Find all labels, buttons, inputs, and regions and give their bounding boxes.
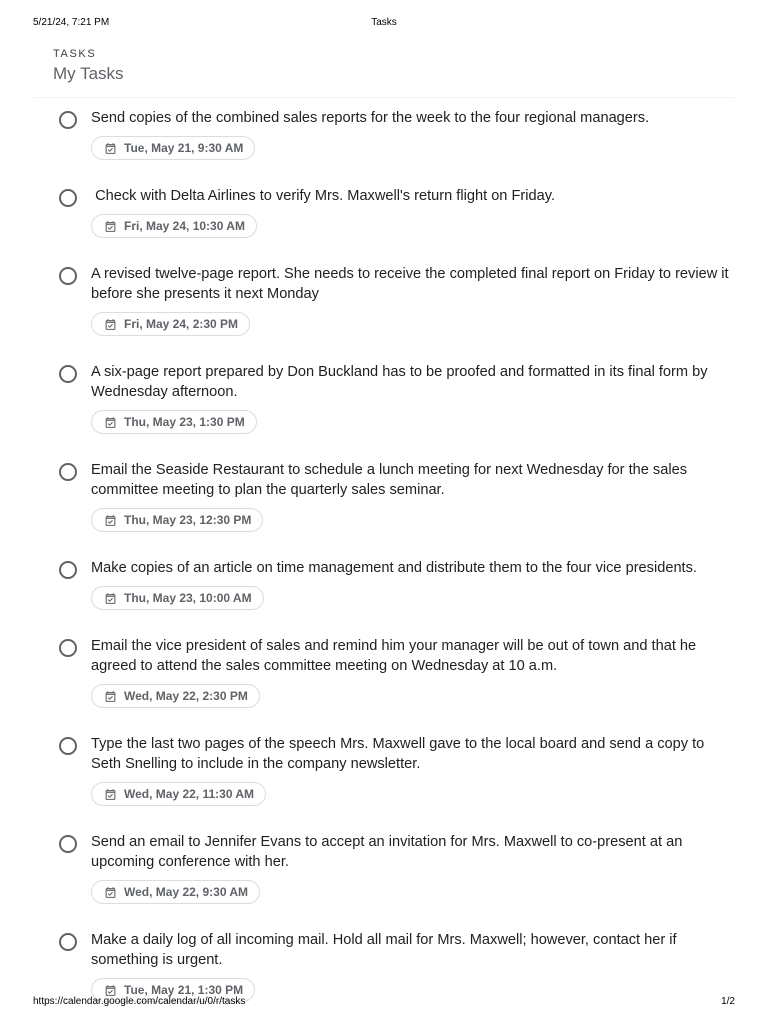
due-date-chip[interactable] [91, 214, 257, 238]
task-title[interactable]: Make copies of an article on time management and distribute them to the four vice presidents. [91, 560, 697, 576]
complete-task-checkbox-icon[interactable] [59, 267, 77, 285]
due-date-chip[interactable] [91, 136, 255, 160]
due-date-label: Thu, May 23, 12:30 PM [124, 513, 252, 527]
calendar-check-icon [104, 984, 117, 997]
task-title[interactable]: Email the Seaside Restaurant to schedule a lunch meeting for next Wednesday for the sales committee meeting to plan the quarterly sales seminar. [91, 462, 687, 498]
due-date-label: Fri, May 24, 2:30 PM [124, 317, 239, 331]
due-date-label: Wed, May 22, 2:30 PM [124, 689, 248, 703]
task-title[interactable]: Send an email to Jennifer Evans to accept an invitation for Mrs. Maxwell to co-present at an upcoming conference with her. [91, 834, 683, 870]
calendar-check-icon [104, 788, 117, 801]
due-date-label: Thu, May 23, 1:30 PM [124, 415, 245, 429]
task-item [0, 264, 768, 336]
task-title[interactable]: Send copies of the combined sales reports for the week to the four regional managers. [91, 110, 650, 126]
calendar-check-icon [104, 690, 117, 703]
task-item [0, 832, 768, 904]
print-date: 5/21/24, 7:21 PM [33, 17, 110, 28]
calendar-check-icon [104, 416, 117, 429]
task-item [0, 362, 768, 434]
calendar-check-icon [104, 142, 117, 155]
calendar-check-icon [104, 886, 117, 899]
print-header [0, 17, 768, 31]
task-item [0, 636, 768, 708]
list-title: My Tasks [53, 64, 124, 83]
complete-task-checkbox-icon[interactable] [59, 561, 77, 579]
due-date-chip[interactable] [91, 410, 257, 434]
task-title[interactable]: Make a daily log of all incoming mail. Hold all mail for Mrs. Maxwell; however, contact her if something is urgent. [91, 932, 677, 968]
due-date-chip[interactable] [91, 508, 263, 532]
due-date-chip[interactable] [91, 782, 266, 806]
complete-task-checkbox-icon[interactable] [59, 639, 77, 657]
due-date-label: Wed, May 22, 9:30 AM [124, 885, 249, 899]
due-date-chip[interactable] [91, 312, 250, 336]
due-date-chip[interactable] [91, 880, 260, 904]
complete-task-checkbox-icon[interactable] [59, 835, 77, 853]
task-list-header [53, 48, 124, 84]
due-date-label: Thu, May 23, 10:00 AM [124, 591, 252, 605]
calendar-check-icon [104, 220, 117, 233]
due-date-chip[interactable] [91, 684, 260, 708]
task-item [0, 734, 768, 806]
due-date-chip[interactable] [91, 586, 264, 610]
complete-task-checkbox-icon[interactable] [59, 365, 77, 383]
task-item [0, 108, 768, 160]
calendar-check-icon [104, 514, 117, 527]
task-title[interactable]: Check with Delta Airlines to verify Mrs. Maxwell's return flight on Friday. [91, 188, 555, 204]
due-date-label: Fri, May 24, 10:30 AM [124, 219, 245, 233]
task-list [0, 108, 768, 1024]
header-divider [33, 97, 735, 98]
task-item [0, 460, 768, 532]
page-number: 1/2 [721, 996, 735, 1007]
complete-task-checkbox-icon[interactable] [59, 111, 77, 129]
task-title[interactable]: Type the last two pages of the speech Mrs. Maxwell gave to the local board and send a copy to Seth Snelling to include in the company newsletter. [91, 736, 705, 772]
calendar-check-icon [104, 592, 117, 605]
list-kicker: TASKS [53, 48, 97, 60]
complete-task-checkbox-icon[interactable] [59, 189, 77, 207]
task-item [0, 558, 768, 610]
calendar-check-icon [104, 318, 117, 331]
complete-task-checkbox-icon[interactable] [59, 737, 77, 755]
task-title[interactable]: A six-page report prepared by Don Buckland has to be proofed and formatted in its final form by Wednesday afternoon. [91, 364, 708, 400]
due-date-label: Wed, May 22, 11:30 AM [124, 787, 255, 801]
complete-task-checkbox-icon[interactable] [59, 463, 77, 481]
due-date-label: Tue, May 21, 1:30 PM [124, 983, 244, 997]
task-title[interactable]: Email the vice president of sales and remind him your manager will be out of town and that he agreed to attend the sales committee meeting on Wednesday at 10 a.m. [91, 638, 697, 674]
complete-task-checkbox-icon[interactable] [59, 933, 77, 951]
task-title[interactable]: A revised twelve-page report. She needs to receive the completed final report on Friday to review it before she presents it next Monday [91, 266, 729, 302]
task-item [0, 186, 768, 238]
print-title: Tasks [371, 17, 397, 28]
task-item [0, 930, 768, 1002]
print-url: https://calendar.google.com/calendar/u/0/r/tasks [33, 996, 246, 1007]
due-date-label: Tue, May 21, 9:30 AM [124, 141, 244, 155]
